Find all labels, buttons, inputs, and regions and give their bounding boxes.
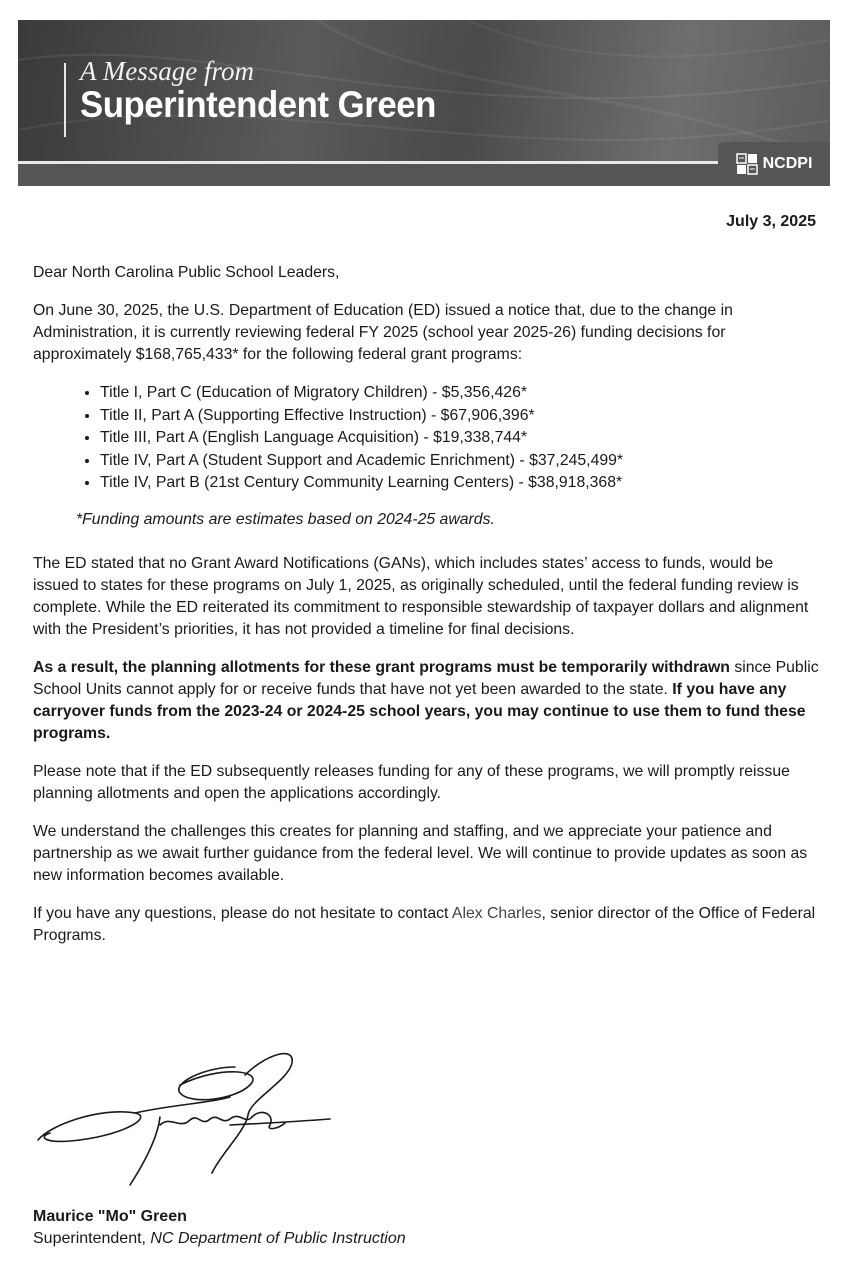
banner-accent-bar bbox=[64, 63, 66, 137]
list-item: • Title IV, Part B (21st Century Community Learning Centers) - $38,918,368* bbox=[100, 472, 823, 495]
paragraph-contact bbox=[33, 903, 823, 947]
funding-footnote: *Funding amounts are estimates based on 2024-25 awards. bbox=[76, 510, 495, 528]
greeting: Dear North Carolina Public School Leaders, bbox=[33, 264, 340, 281]
list-item: • Title III, Part A (English Language Acquisition) - $19,338,744* bbox=[100, 427, 823, 450]
paragraph-challenges: We understand the challenges this creates for planning and staffing, and we appreciate your patience and partnership as we await further guidance from the federal level. We will continue to provide updates as soon as new information becomes available. bbox=[33, 822, 808, 884]
program-list bbox=[33, 382, 823, 495]
carryover-notice: If you have any carryover funds from the 2023-24 or 2024-25 school years, you may continue to use them to fund these programs. bbox=[33, 680, 806, 742]
paragraph-intro: On June 30, 2025, the U.S. Department of Education (ED) issued a notice that, due to the change in Administration, it is currently reviewing federal FY 2025 (school year 2025-26) funding decisions for approximately $168,765,433* for the following federal grant programs: bbox=[33, 302, 733, 363]
ncdpi-logo bbox=[718, 142, 830, 186]
header-banner bbox=[18, 20, 830, 186]
list-item: • Title II, Part A (Supporting Effective Instruction) - $67,906,396* bbox=[100, 405, 823, 428]
handwritten-signature bbox=[30, 1045, 340, 1195]
banner-subtitle: A Message from bbox=[80, 56, 254, 86]
list-item: • Title IV, Part A (Student Support and Academic Enrichment) - $37,245,499* bbox=[100, 450, 823, 473]
signatory-organization: NC Department of Public Instruction bbox=[150, 1230, 406, 1247]
list-item: • Title I, Part C (Education of Migratory Children) - $5,356,426* bbox=[100, 382, 823, 405]
contact-text-before: If you have any questions, please do not hesitate to contact bbox=[33, 904, 452, 922]
withdrawn-notice: As a result, the planning allotments for these grant programs must be temporarily withdrawn bbox=[33, 658, 730, 676]
paragraph-withdrawn bbox=[33, 657, 823, 745]
signatory-title bbox=[33, 1230, 406, 1248]
ncdpi-logo-text: NCDPI bbox=[762, 155, 813, 172]
paragraph-gans: The ED stated that no Grant Award Notifications (GANs), which includes states’ access to funds, would be issued to states for these programs on July 1, 2025, as originally scheduled, until the federal funding review is complete. While the ED reiterated its commitment to responsible stewardship of taxpayer dollars and alignment with the President’s priorities, it has not provided a timeline for final decisions. bbox=[33, 554, 809, 638]
signatory-name: Maurice "Mo" Green bbox=[33, 1208, 187, 1225]
withdrawn-reason: since Public School Units cannot apply for or receive funds that have not yet been awarded to the state. bbox=[33, 658, 819, 698]
banner-footer-strip bbox=[18, 164, 830, 186]
signatory-role: Superintendent, bbox=[33, 1230, 151, 1247]
contact-text-after: , senior director of the Office of Federal Programs. bbox=[33, 904, 816, 944]
banner-title: Superintendent Green bbox=[80, 84, 436, 125]
ncdpi-logo-icon bbox=[736, 153, 758, 175]
letter-date: July 3, 2025 bbox=[726, 213, 816, 230]
paragraph-reissue: Please note that if the ED subsequently releases funding for any of these programs, we will promptly reissue planning allotments and open the applications accordingly. bbox=[33, 762, 790, 802]
contact-link[interactable]: Alex Charles bbox=[451, 904, 542, 922]
letter-body bbox=[33, 262, 823, 963]
